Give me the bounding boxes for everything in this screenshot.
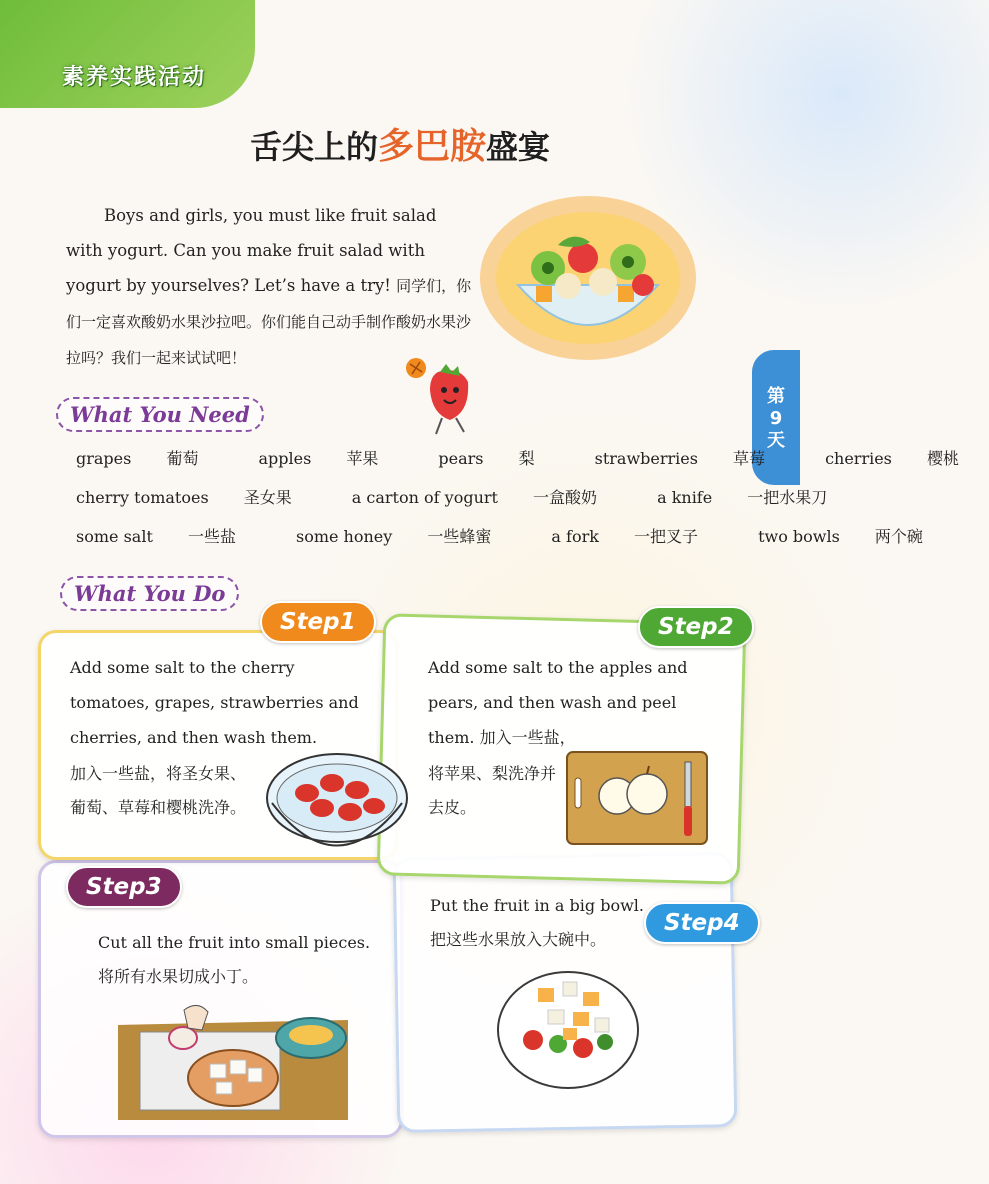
step2-english: Add some salt to the apples and pears, and then wash and peel them. 加入一些盐， [428,658,688,747]
step4-badge: Step4 [644,902,760,944]
supply-item: cherry tomatoes 圣女果 [76,488,292,507]
step1-english: Add some salt to the cherry tomatoes, grapes, strawberries and cherries, and then wash them. [70,658,359,747]
title-highlight: 多巴胺 [377,126,486,167]
strawberry-mascot-illustration [398,352,488,440]
supply-item: two bowls 两个碗 [758,527,923,546]
step1-chinese: 加入一些盐，将圣女果、葡萄、草莓和樱桃洗净。 [70,764,247,817]
step4-chinese: 把这些水果放入大碗中。 [430,930,607,949]
step3-chinese: 将所有水果切成小丁。 [98,967,259,986]
step2-chinese: 将苹果、梨洗净并去皮。 [428,764,557,817]
supplies-row [76,485,828,508]
day-tab-suffix: 天 [767,430,785,451]
step3-text [98,925,388,994]
step4-english: Put the fruit in a big bowl. [430,896,644,915]
day-tab-prefix: 第 [767,386,785,407]
cutting-board-pears-illustration [565,748,710,848]
intro-paragraph [66,198,476,376]
supply-item: pears 梨 [438,449,535,468]
cutting-fruit-illustration [118,990,348,1120]
strawberry-bowl-illustration [262,748,412,858]
supply-item: strawberries 草莓 [594,449,766,468]
supplies-row [76,524,923,547]
supply-item: apples 苹果 [258,449,379,468]
fruit-bowl-illustration [493,962,643,1092]
step3-english: Cut all the fruit into small pieces. [98,933,371,952]
title-part2: 盛宴 [486,128,551,166]
step1-badge: Step1 [260,601,376,643]
what-you-do-label: What You Do [60,576,239,611]
what-you-need-label: What You Need [56,397,264,432]
supply-item: cherries 樱桃 [825,449,959,468]
supply-item: a fork 一把叉子 [551,527,699,546]
intro-chinese: 同学们，你们一定喜欢酸奶水果沙拉吧。你们能自己动手制作酸奶水果沙拉吗？我们一起来试试吧！ [66,277,472,367]
title-part1: 舌尖上的 [249,128,378,166]
day-tab-number: 9 [769,408,783,429]
supply-item: some honey 一些蜂蜜 [295,527,492,546]
section-tag-background [0,0,255,108]
supply-item: some salt 一些盐 [76,527,236,546]
intro-english: Boys and girls, you must like fruit salad with yogurt. Can you make fruit salad with yogurt by yourselves? Let’s have a try! [66,206,437,295]
supplies-row [76,446,959,469]
supply-item: a carton of yogurt 一盒酸奶 [351,488,598,507]
step2-badge: Step2 [638,606,754,648]
step3-badge: Step3 [66,866,182,908]
step4-text [430,888,670,957]
supplies-list [76,446,959,563]
fruit-salad-illustration [478,190,698,365]
section-tag: 素养实践活动 [62,65,207,90]
supply-item: grapes 葡萄 [76,449,199,468]
page-title [0,118,800,169]
step2-chinese-inline: 加入一些盐， [479,728,576,747]
supply-item: a knife 一把水果刀 [657,488,828,507]
